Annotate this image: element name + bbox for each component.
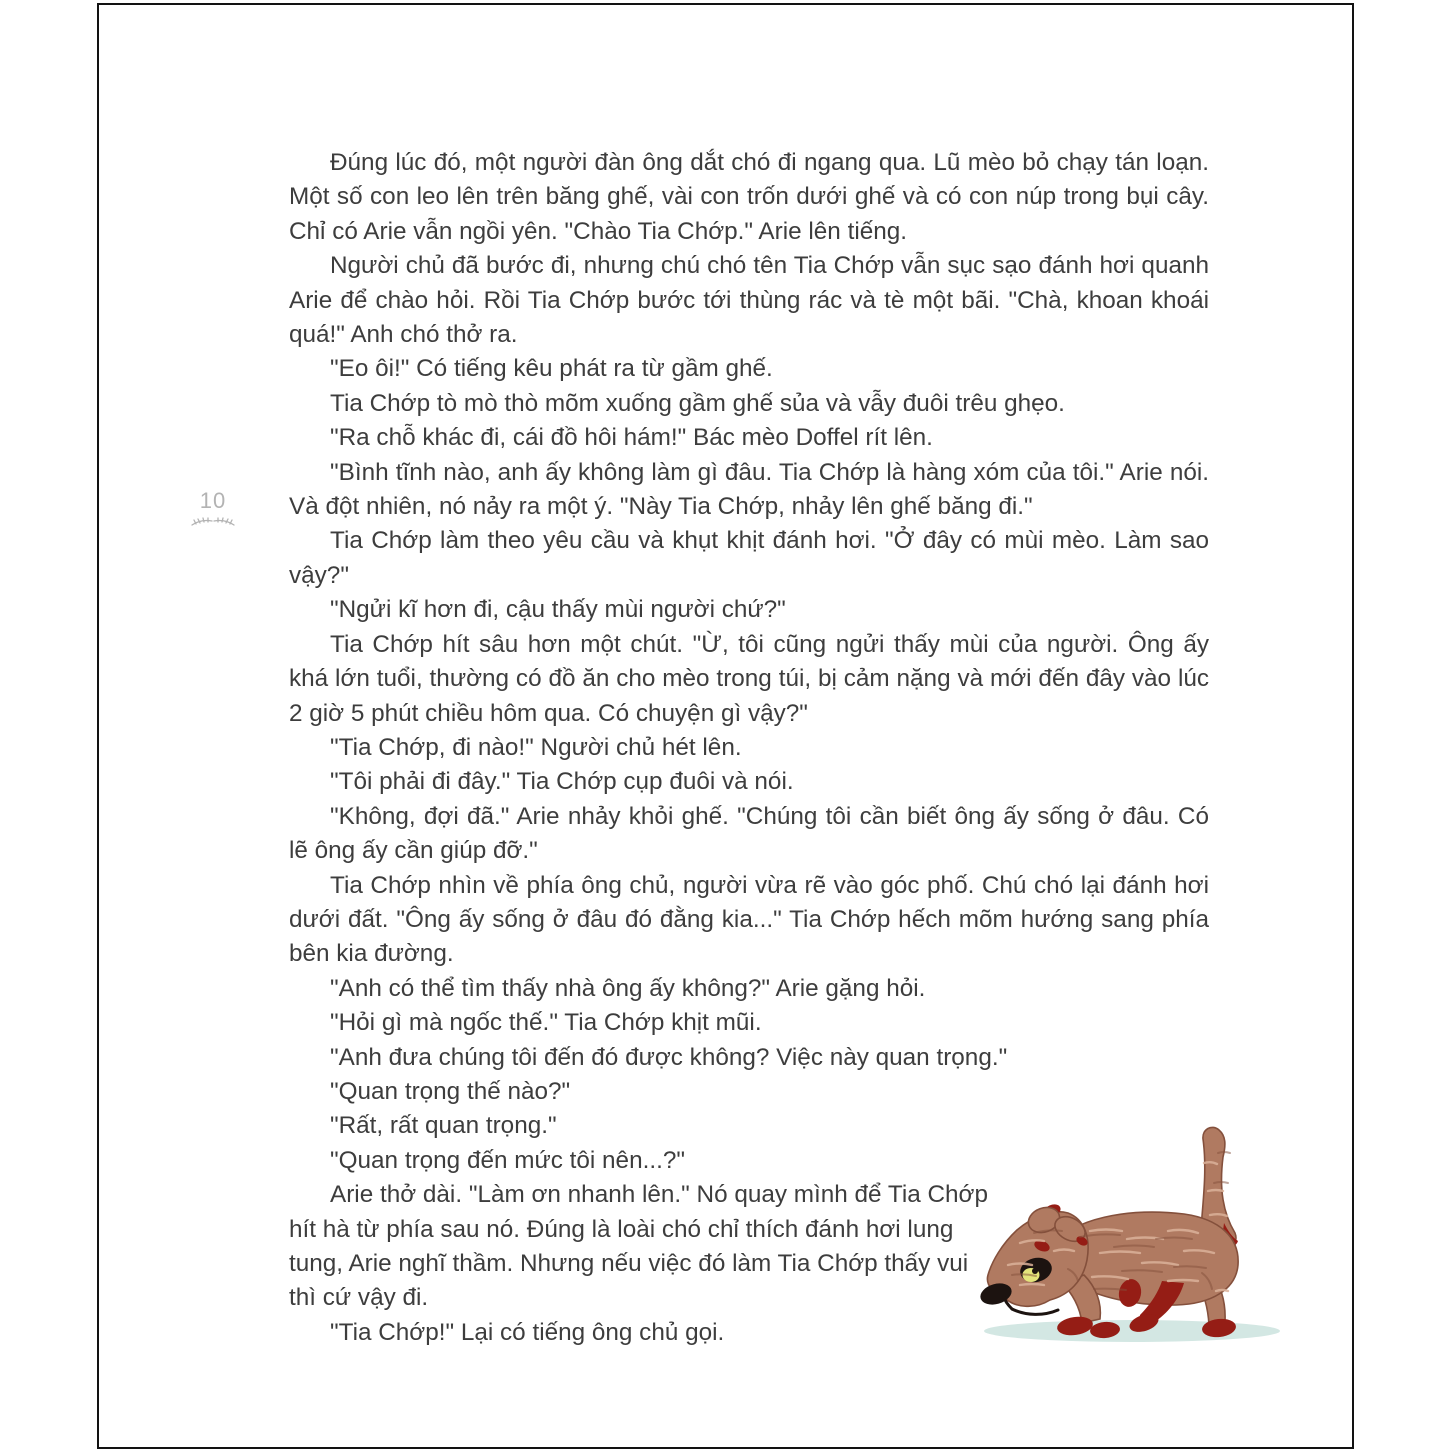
page-number-block	[167, 490, 259, 532]
dog-mouth	[1012, 1309, 1058, 1314]
paragraph: "Eo ôi!" Có tiếng kêu phát ra từ gầm ghế.	[330, 355, 773, 383]
book-page	[97, 3, 1354, 1449]
page-number: 10	[199, 488, 227, 513]
paragraph: "Anh đưa chúng tôi đến đó được không? Việc này quan trọng."	[330, 1043, 1008, 1071]
paragraph: "Ngửi kĩ hơn đi, cậu thấy mùi người chứ?"	[330, 596, 786, 624]
paragraph: "Rất, rất quan trọng."	[330, 1112, 557, 1140]
paragraph: Tia Chớp nhìn về phía ông chủ, người vừa rẽ vào góc phố. Chú chó lại đánh hơi dưới đất. "Ông ấy sống ở đâu đó đằng kia..." Tia Chớp hếch mõm hướng sang phía bên kia đường.	[289, 871, 1209, 968]
paragraph: "Bình tĩnh nào, anh ấy không làm gì đâu. Tia Chớp là hàng xóm của tôi." Arie nói. Và đột nhiên, nó nảy ra một ý. "Này Tia Chớp, nhảy lên ghế băng đi."	[289, 458, 1209, 521]
paragraph: "Ra chỗ khác đi, cái đồ hôi hám!" Bác mèo Doffel rít lên.	[330, 424, 933, 452]
paragraphs-bottom	[289, 1178, 989, 1350]
paragraph: Tia Chớp hít sâu hơn một chút. "Ừ, tôi cũng ngửi thấy mùi của người. Ông ấy khá lớn tuổi, thường có đồ ăn cho mèo trong túi, bị cảm nặng và mới đến đây vào lúc 2 giờ 5 phút chiều hôm qua. Có chuyện gì vậy?"	[289, 630, 1209, 727]
paragraph: "Quan trọng đến mức tôi nên...?"	[330, 1146, 685, 1174]
dog-illustration	[972, 1123, 1294, 1353]
paragraph: "Tôi phải đi đây." Tia Chớp cụp đuôi và nói.	[330, 768, 794, 796]
paragraph: Tia Chớp tò mò thò mõm xuống gầm ghế sủa và vẫy đuôi trêu ghẹo.	[330, 389, 1065, 417]
paragraph: "Tia Chớp, đi nào!" Người chủ hét lên.	[330, 733, 742, 761]
paragraph: Tia Chớp làm theo yêu cầu và khụt khịt đánh hơi. "Ở đây có mùi mèo. Làm sao vậy?"	[289, 527, 1209, 589]
paragraphs-top	[289, 146, 1209, 1178]
laurel-flourish-icon	[190, 514, 236, 528]
paragraph: "Anh có thể tìm thấy nhà ông ấy không?" Arie gặng hỏi.	[330, 974, 926, 1002]
dog-sniffing-drawing	[972, 1123, 1294, 1353]
dog-eye-pupil	[1032, 1268, 1038, 1274]
paragraph: Đúng lúc đó, một người đàn ông dắt chó đi ngang qua. Lũ mèo bỏ chạy tán loạn. Một số con leo lên trên băng ghế, vài con trốn dưới ghế và có con núp trong bụi cây. Chỉ có Arie vẫn ngồi yên. "Chào Tia Chớp." Arie lên tiếng.	[289, 149, 1209, 245]
paragraph: Người chủ đã bước đi, nhưng chú chó tên Tia Chớp vẫn sục sạo đánh hơi quanh Arie để chào hỏi. Rồi Tia Chớp bước tới thùng rác và tè một bãi. "Chà, khoan khoái quá!" Anh chó thở ra.	[289, 252, 1209, 349]
paragraph: "Không, đợi đã." Arie nhảy khỏi ghế. "Chúng tôi cần biết ông ấy sống ở đâu. Có lẽ ông ấy cần giúp đỡ."	[289, 802, 1209, 865]
paragraph: Arie thở dài. "Làm ơn nhanh lên." Nó quay mình để Tia Chớp hít hà từ phía sau nó. Đúng là loài chó chỉ thích đánh hơi lung tung, Arie nghĩ thầm. Nhưng nếu việc đó làm Tia Chớp thấy vui thì cứ vậy đi.	[289, 1181, 988, 1312]
paragraph: "Quan trọng thế nào?"	[330, 1077, 571, 1105]
paragraph: "Hỏi gì mà ngốc thế." Tia Chớp khịt mũi.	[330, 1009, 762, 1037]
paragraph: "Tia Chớp!" Lại có tiếng ông chủ gọi.	[330, 1318, 725, 1346]
